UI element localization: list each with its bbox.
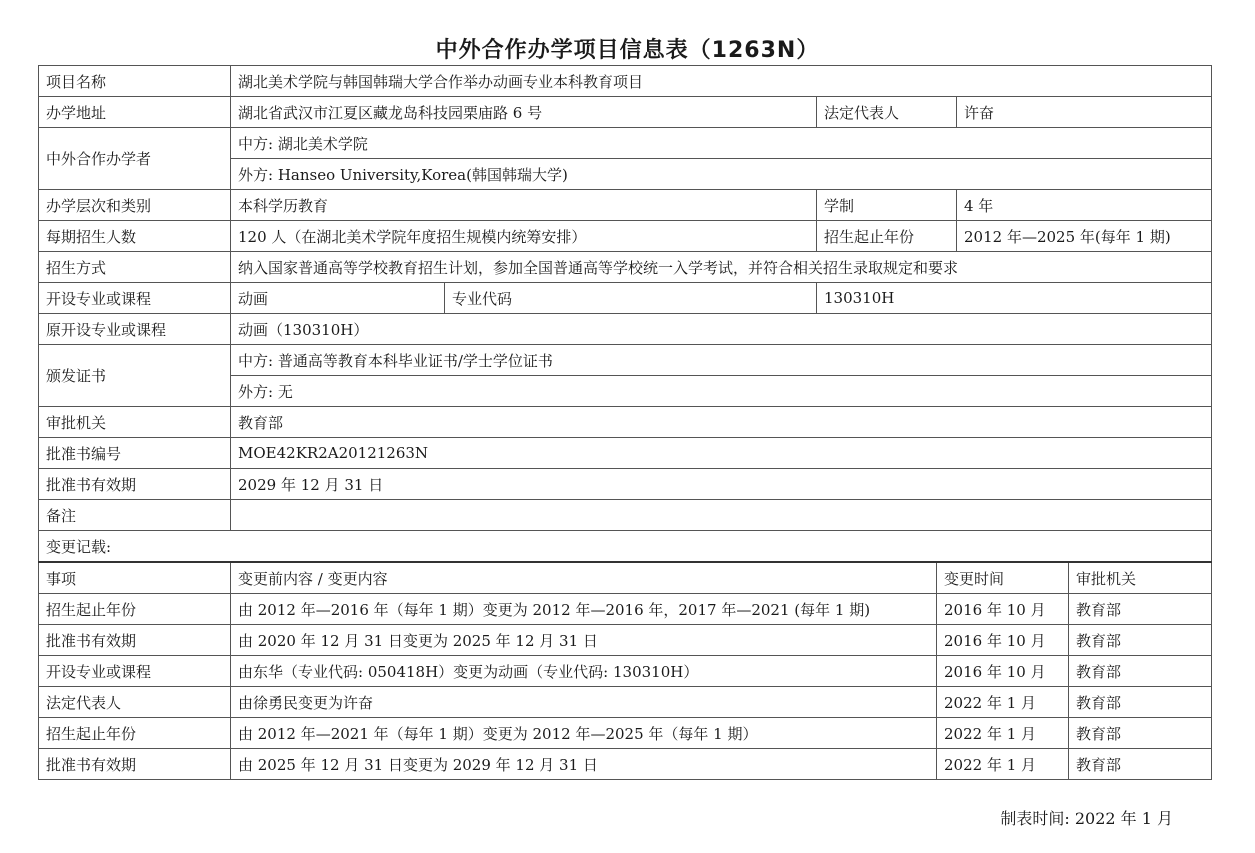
label-validity: 批准书有效期 [39,469,231,500]
change-time: 2022 年 1 月 [937,718,1069,749]
change-row [39,687,1212,718]
value-enrollment: 120 人（在湖北美术学院年度招生规模内统筹安排） [231,221,817,252]
change-content: 由 2012 年—2016 年（每年 1 期）变更为 2012 年—2016 年，2017 年—2021 (每年 1 期) [231,594,937,625]
value-approval-org: 教育部 [231,407,1212,438]
change-org: 教育部 [1069,656,1212,687]
row-remarks [39,500,1212,531]
value-approval-no: MOE42KR2A20121263N [231,438,1212,469]
change-time: 2022 年 1 月 [937,749,1069,780]
change-org: 教育部 [1069,718,1212,749]
row-level [39,190,1212,221]
changes-header-content: 变更前内容 / 变更内容 [231,562,937,594]
change-row [39,594,1212,625]
change-content: 由徐勇民变更为许奋 [231,687,937,718]
row-project-name [39,66,1212,97]
changes-header-org: 审批机关 [1069,562,1212,594]
value-address: 湖北省武汉市江夏区藏龙岛科技园栗庙路 6 号 [231,97,817,128]
value-remarks [231,500,1212,531]
label-major-code: 专业代码 [445,283,817,314]
row-enrollment [39,221,1212,252]
changes-section-label: 变更记载: [39,531,1212,563]
value-project-name: 湖北美术学院与韩国韩瑞大学合作举办动画专业本科教育项目 [231,66,1212,97]
changes-header-row [39,562,1212,594]
value-legal-rep: 许奋 [957,97,1212,128]
value-cert-cn: 中方: 普通高等教育本科毕业证书/学士学位证书 [231,345,1212,376]
label-project-name: 项目名称 [39,66,231,97]
change-content: 由 2012 年—2021 年（每年 1 期）变更为 2012 年—2025 年（每年 1 期） [231,718,937,749]
label-approval-org: 审批机关 [39,407,231,438]
label-duration: 学制 [817,190,957,221]
change-item: 批准书有效期 [39,749,231,780]
row-orig-major [39,314,1212,345]
row-changes-label [39,531,1212,563]
value-partner-foreign: 外方: Hanseo University,Korea(韩国韩瑞大学) [231,159,1212,190]
change-item: 招生起止年份 [39,718,231,749]
change-org: 教育部 [1069,625,1212,656]
change-content: 由 2025 年 12 月 31 日变更为 2029 年 12 月 31 日 [231,749,937,780]
value-admission: 纳入国家普通高等学校教育招生计划，参加全国普通高等学校统一入学考试，并符合相关招生录取规定和要求 [231,252,1212,283]
label-orig-major: 原开设专业或课程 [39,314,231,345]
label-partners: 中外合作办学者 [39,128,231,190]
label-legal-rep: 法定代表人 [817,97,957,128]
label-address: 办学地址 [39,97,231,128]
row-approval-no [39,438,1212,469]
change-row [39,656,1212,687]
label-remarks: 备注 [39,500,231,531]
value-major: 动画 [231,283,445,314]
row-admission [39,252,1212,283]
value-cert-foreign: 外方: 无 [231,376,1212,407]
change-org: 教育部 [1069,594,1212,625]
footer-date: 制表时间: 2022 年 1 月 [1000,809,1173,828]
change-content: 由东华（专业代码: 050418H）变更为动画（专业代码: 130310H） [231,656,937,687]
change-item: 招生起止年份 [39,594,231,625]
row-cert-cn [39,345,1212,376]
row-address [39,97,1212,128]
value-level: 本科学历教育 [231,190,817,221]
project-info-table [38,65,1212,780]
label-approval-no: 批准书编号 [39,438,231,469]
row-major [39,283,1212,314]
row-approval-org [39,407,1212,438]
row-partner-cn [39,128,1212,159]
change-item: 开设专业或课程 [39,656,231,687]
change-content: 由 2020 年 12 月 31 日变更为 2025 年 12 月 31 日 [231,625,937,656]
changes-header-item: 事项 [39,562,231,594]
change-time: 2022 年 1 月 [937,687,1069,718]
value-enroll-years: 2012 年—2025 年(每年 1 期) [957,221,1212,252]
label-cert: 颁发证书 [39,345,231,407]
change-item: 批准书有效期 [39,625,231,656]
change-item: 法定代表人 [39,687,231,718]
change-row [39,625,1212,656]
value-validity: 2029 年 12 月 31 日 [231,469,1212,500]
value-major-code: 130310H [817,283,1212,314]
changes-header-time: 变更时间 [937,562,1069,594]
label-enroll-years: 招生起止年份 [817,221,957,252]
value-orig-major: 动画（130310H） [231,314,1212,345]
change-time: 2016 年 10 月 [937,625,1069,656]
change-org: 教育部 [1069,687,1212,718]
page-title: 中外合作办学项目信息表（1263N） [435,38,820,63]
label-enrollment: 每期招生人数 [39,221,231,252]
change-row [39,749,1212,780]
change-time: 2016 年 10 月 [937,594,1069,625]
change-row [39,718,1212,749]
value-partner-cn: 中方: 湖北美术学院 [231,128,1212,159]
row-validity [39,469,1212,500]
change-time: 2016 年 10 月 [937,656,1069,687]
label-level: 办学层次和类别 [39,190,231,221]
value-duration: 4 年 [957,190,1212,221]
change-org: 教育部 [1069,749,1212,780]
label-major: 开设专业或课程 [39,283,231,314]
label-admission: 招生方式 [39,252,231,283]
